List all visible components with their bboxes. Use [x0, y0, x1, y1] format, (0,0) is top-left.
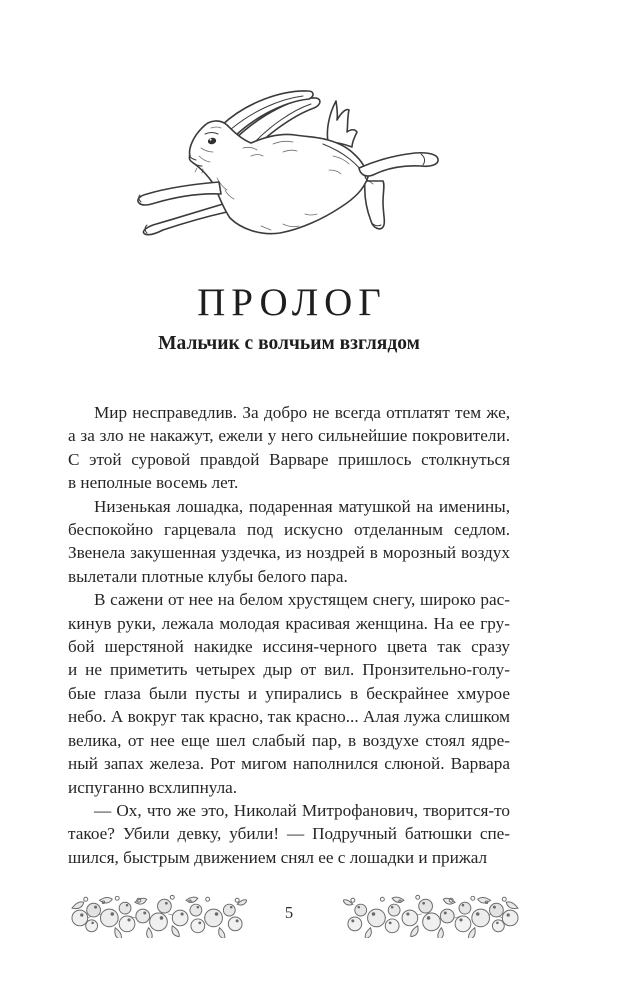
text-line: такое? Убили девку, убили! — Подручный батюшки спе- — [68, 824, 510, 844]
text-line: испуганно всхлипнула. — [68, 777, 238, 797]
text-line: Мир несправедлив. За добро не всегда отплатят тем же, — [94, 403, 510, 422]
text-line: Низенькая лошадка, подаренная матушкой на именины, — [94, 496, 510, 516]
text-line: велика, от нее еще шел слабый пар, в воздухе стоял ядре- — [68, 730, 510, 750]
text-line: шился, быстрым движением снял ее с лошадки и прижал — [68, 847, 488, 867]
chapter-title: ПРОЛОГ — [197, 281, 387, 324]
text-line: В сажени от нее на белом хрустящем снегу, широко рас- — [94, 590, 510, 610]
text-line: небо. А вокруг так красно, так красно... Алая лужа слишком — [68, 707, 510, 727]
text-line: а за зло не накажут, ежели у него сильнейшие покровители. — [68, 426, 510, 446]
text-line: в неполные восемь лет. — [68, 473, 239, 493]
chapter-subtitle: Мальчик с волчьим взглядом — [158, 333, 420, 354]
running-hare-icon — [133, 86, 447, 238]
text-line: вылетали плотные клубы белого пара. — [68, 566, 348, 586]
text-line: бой шерстяной накидке иссиня-черного цвета так сразу — [68, 637, 510, 657]
text-line: бые глаза были пусты и упирались в бескрайнее хмурое — [68, 683, 510, 703]
page-number: 5 — [284, 903, 294, 922]
text-line: Звенела закушенная уздечка, из ноздрей в морозный воздух — [68, 543, 510, 563]
text-line: кинув руки, лежала молодая красивая женщина. На ее гру- — [68, 613, 510, 633]
text-line: ный запах железа. Рот мигом наполнился слюной. Варвара — [68, 754, 510, 774]
text-line: беспокойно гарцевала под искусно отделанным седлом. — [68, 520, 510, 540]
text-line: — Ох, что же это, Николай Митрофанович, творится-то — [94, 800, 510, 820]
text-line: С этой суровой правдой Варваре пришлось столкнуться — [68, 449, 510, 469]
text-line: и не приметить четырех дыр от вил. Пронзительно-голу- — [68, 660, 510, 680]
body-text — [68, 401, 510, 869]
